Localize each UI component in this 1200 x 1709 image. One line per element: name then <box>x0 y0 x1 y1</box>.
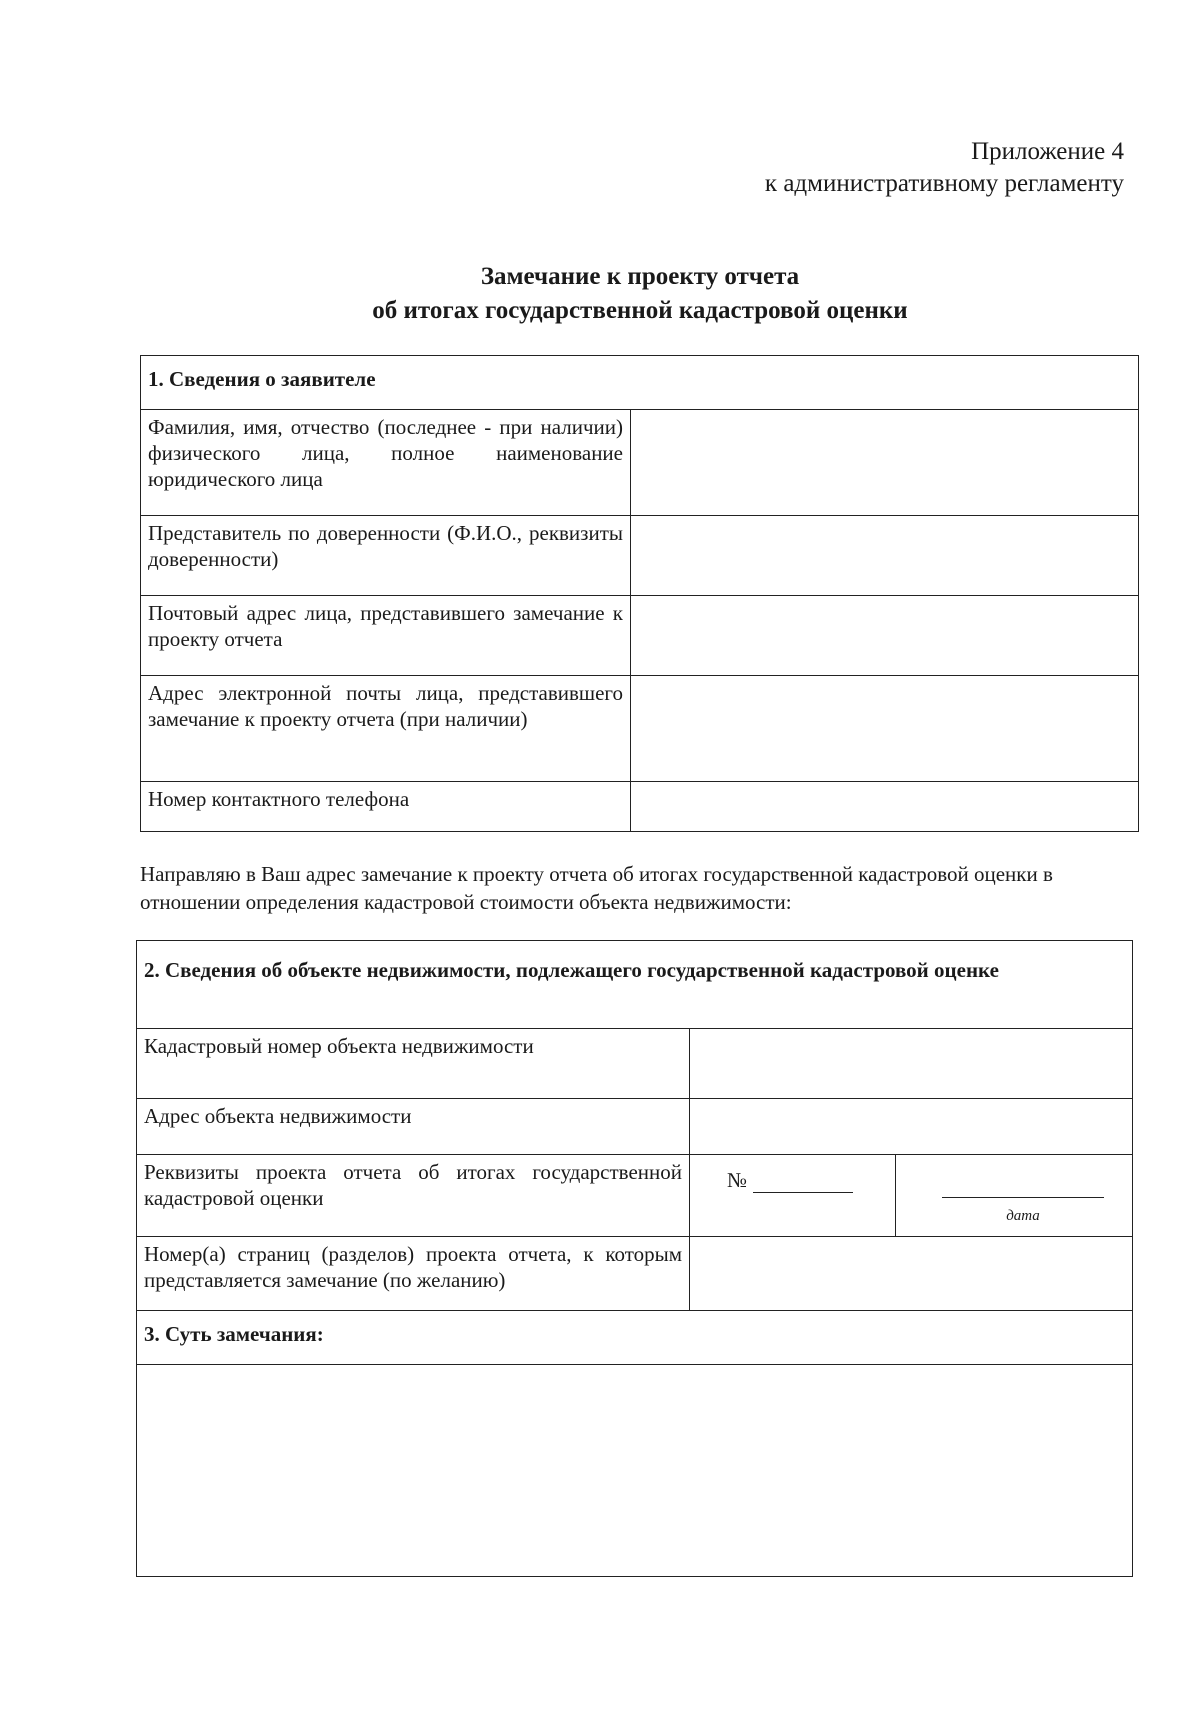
appendix-line-2: к административному регламенту <box>764 170 1124 197</box>
applicant-name-field[interactable] <box>631 410 1139 516</box>
postal-address-field[interactable] <box>631 596 1139 676</box>
section3-heading: 3. Суть замечания: <box>137 1311 1133 1365</box>
email-label: Адрес электронной почты лица, представившего замечание к проекту отчета (при наличии) <box>141 676 631 782</box>
postal-address-label: Почтовый адрес лица, представившего замечание к проекту отчета <box>141 596 631 676</box>
number-sign: № <box>727 1168 748 1192</box>
request-paragraph: Направляю в Ваш адрес замечание к проекту отчета об итогах государственной кадастровой оценки в отношении определения кадастровой стоимости объекта недвижимости: <box>140 862 1053 914</box>
property-address-label: Адрес объекта недвижимости <box>137 1099 690 1155</box>
title-line-1: Замечание к проекту отчета <box>480 263 800 290</box>
document-title <box>140 260 1140 328</box>
title-line-2: об итогах государственной кадастровой оценки <box>372 297 908 324</box>
appendix-note <box>765 136 1124 200</box>
email-field[interactable] <box>631 676 1139 782</box>
phone-field[interactable] <box>631 782 1139 832</box>
page-numbers-label: Номер(а) страниц (разделов) проекта отчета, к которым представляется замечание (по желанию) <box>137 1237 690 1311</box>
representative-label: Представитель по доверенности (Ф.И.О., реквизиты доверенности) <box>141 516 631 596</box>
cadastral-number-field[interactable] <box>690 1029 1133 1099</box>
property-address-field[interactable] <box>690 1099 1133 1155</box>
number-underline <box>753 1172 853 1193</box>
cadastral-number-label: Кадастровый номер объекта недвижимости <box>137 1029 690 1099</box>
appendix-line-1: Приложение 4 <box>971 138 1124 165</box>
phone-label: Номер контактного телефона <box>141 782 631 832</box>
section2-heading: 2. Сведения об объекте недвижимости, подлежащего государственной кадастровой оценке <box>137 941 1133 1029</box>
section1-heading: 1. Сведения о заявителе <box>141 356 1139 410</box>
report-number-cell[interactable] <box>690 1155 896 1237</box>
date-underline <box>942 1197 1104 1198</box>
page-numbers-field[interactable] <box>690 1237 1133 1311</box>
report-details-label: Реквизиты проекта отчета об итогах государственной кадастровой оценки <box>137 1155 690 1237</box>
date-caption: дата <box>1006 1208 1040 1224</box>
applicant-name-label: Фамилия, имя, отчество (последнее - при наличии) физического лица, полное наименование юридического лица <box>141 410 631 516</box>
representative-field[interactable] <box>631 516 1139 596</box>
report-date-cell[interactable] <box>896 1155 1133 1237</box>
remark-body-field[interactable] <box>137 1365 1133 1577</box>
applicant-info-table <box>140 355 1139 832</box>
property-info-table <box>136 940 1133 1577</box>
